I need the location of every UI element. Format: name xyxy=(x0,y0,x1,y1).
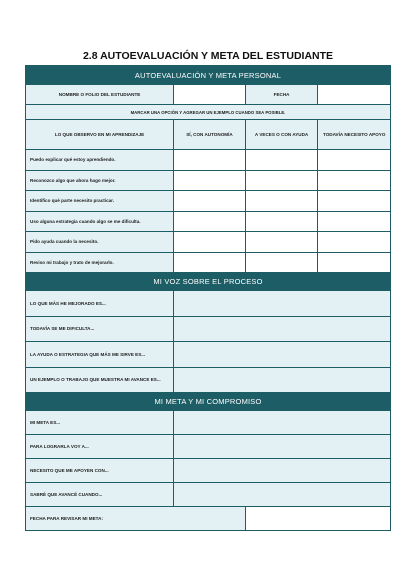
reflection-answer[interactable] xyxy=(173,368,390,393)
section-header-goal-commitment xyxy=(26,392,390,410)
column-header-need-support: TODAVÍA NECESITO APOYO xyxy=(317,120,390,149)
student-name-field[interactable] xyxy=(173,85,245,104)
goal-prompt: MI META ES... xyxy=(26,411,173,434)
column-header-with-help: A VECES O CON AYUDA xyxy=(245,120,318,149)
column-header-observation: LO QUE OBSERVO EN MI APRENDIZAJE xyxy=(26,120,173,149)
section-title: AUTOEVALUACIÓN Y META PERSONAL xyxy=(134,70,282,80)
observation-item: Reviso mi trabajo y trato de mejorarlo. xyxy=(26,253,173,273)
date-field[interactable] xyxy=(317,85,390,104)
list-item xyxy=(26,434,390,458)
option-with-help[interactable] xyxy=(245,171,318,191)
observation-item: Uso alguna estrategia cuando algo se me dificulta. xyxy=(26,212,173,232)
table-row xyxy=(26,211,390,232)
reflection-prompt: TODAVÍA SE ME DIFICULTA... xyxy=(26,317,173,342)
option-autonomy[interactable] xyxy=(173,253,245,273)
goal-prompt: NECESITO QUE ME APOYEN CON... xyxy=(26,459,173,482)
column-header-autonomy: SÍ, CON AUTONOMÍA xyxy=(173,120,245,149)
observation-item: Reconozco algo que ahora hago mejor. xyxy=(26,171,173,191)
review-date-field[interactable] xyxy=(245,507,390,530)
review-date-row xyxy=(26,506,390,530)
option-need-support[interactable] xyxy=(317,150,390,170)
section-title: MI META Y MI COMPROMISO xyxy=(154,397,262,406)
student-name-label: NOMBRE O FOLIO DEL ESTUDIANTE xyxy=(26,85,173,104)
goal-answer[interactable] xyxy=(173,459,390,482)
date-label: FECHA xyxy=(245,85,318,104)
list-item xyxy=(26,410,390,434)
option-autonomy[interactable] xyxy=(173,212,245,232)
list-item xyxy=(26,341,390,367)
instruction-row xyxy=(26,104,390,119)
goal-prompt: PARA LOGRARLA VOY A... xyxy=(26,435,173,458)
instruction-text: MARCAR UNA OPCIÓN Y AGREGAR UN EJEMPLO CUANDO SEA POSIBLE. xyxy=(26,105,390,119)
goal-answer[interactable] xyxy=(173,435,390,458)
option-autonomy[interactable] xyxy=(173,150,245,170)
table-row xyxy=(26,252,390,273)
reflection-prompt: LO QUE MÁS HE MEJORADO ES... xyxy=(26,291,173,316)
section-title: MI VOZ SOBRE EL PROCESO xyxy=(153,277,263,286)
column-header-row xyxy=(26,119,390,149)
reflection-prompt: LA AYUDA O ESTRATEGIA QUE MÁS ME SIRVE ES... xyxy=(26,342,173,367)
option-with-help[interactable] xyxy=(245,253,318,273)
list-item xyxy=(26,458,390,482)
reflection-prompt: UN EJEMPLO O TRABAJO QUE MUESTRA MI AVANCE ES... xyxy=(26,368,173,393)
option-need-support[interactable] xyxy=(317,253,390,273)
goal-answer[interactable] xyxy=(173,411,390,434)
student-info-row xyxy=(26,84,390,104)
option-need-support[interactable] xyxy=(317,171,390,191)
section-header-self-evaluation xyxy=(26,66,390,84)
list-item xyxy=(26,290,390,316)
table-row xyxy=(26,170,390,191)
observation-item: Identifico qué parte necesito practicar. xyxy=(26,191,173,211)
list-item xyxy=(26,482,390,506)
goal-prompt: SABRÉ QUE AVANCÉ CUANDO... xyxy=(26,483,173,506)
option-with-help[interactable] xyxy=(245,191,318,211)
review-date-label: FECHA PARA REVISAR MI META: xyxy=(26,507,245,530)
option-autonomy[interactable] xyxy=(173,171,245,191)
table-row xyxy=(26,190,390,211)
option-autonomy[interactable] xyxy=(173,191,245,211)
option-with-help[interactable] xyxy=(245,150,318,170)
option-with-help[interactable] xyxy=(245,232,318,252)
evaluation-form xyxy=(25,65,391,531)
goal-answer[interactable] xyxy=(173,483,390,506)
observation-item: Puedo explicar qué estoy aprendiendo. xyxy=(26,150,173,170)
table-row xyxy=(26,149,390,170)
reflection-answer[interactable] xyxy=(173,342,390,367)
option-with-help[interactable] xyxy=(245,212,318,232)
page-title: 2.8 AUTOEVALUACIÓN Y META DEL ESTUDIANTE xyxy=(82,50,334,62)
option-need-support[interactable] xyxy=(317,191,390,211)
option-autonomy[interactable] xyxy=(173,232,245,252)
reflection-answer[interactable] xyxy=(173,291,390,316)
table-row xyxy=(26,231,390,252)
option-need-support[interactable] xyxy=(317,212,390,232)
reflection-answer[interactable] xyxy=(173,317,390,342)
list-item xyxy=(26,316,390,342)
list-item xyxy=(26,367,390,393)
section-header-my-voice xyxy=(26,272,390,290)
option-need-support[interactable] xyxy=(317,232,390,252)
observation-item: Pido ayuda cuando la necesito. xyxy=(26,232,173,252)
